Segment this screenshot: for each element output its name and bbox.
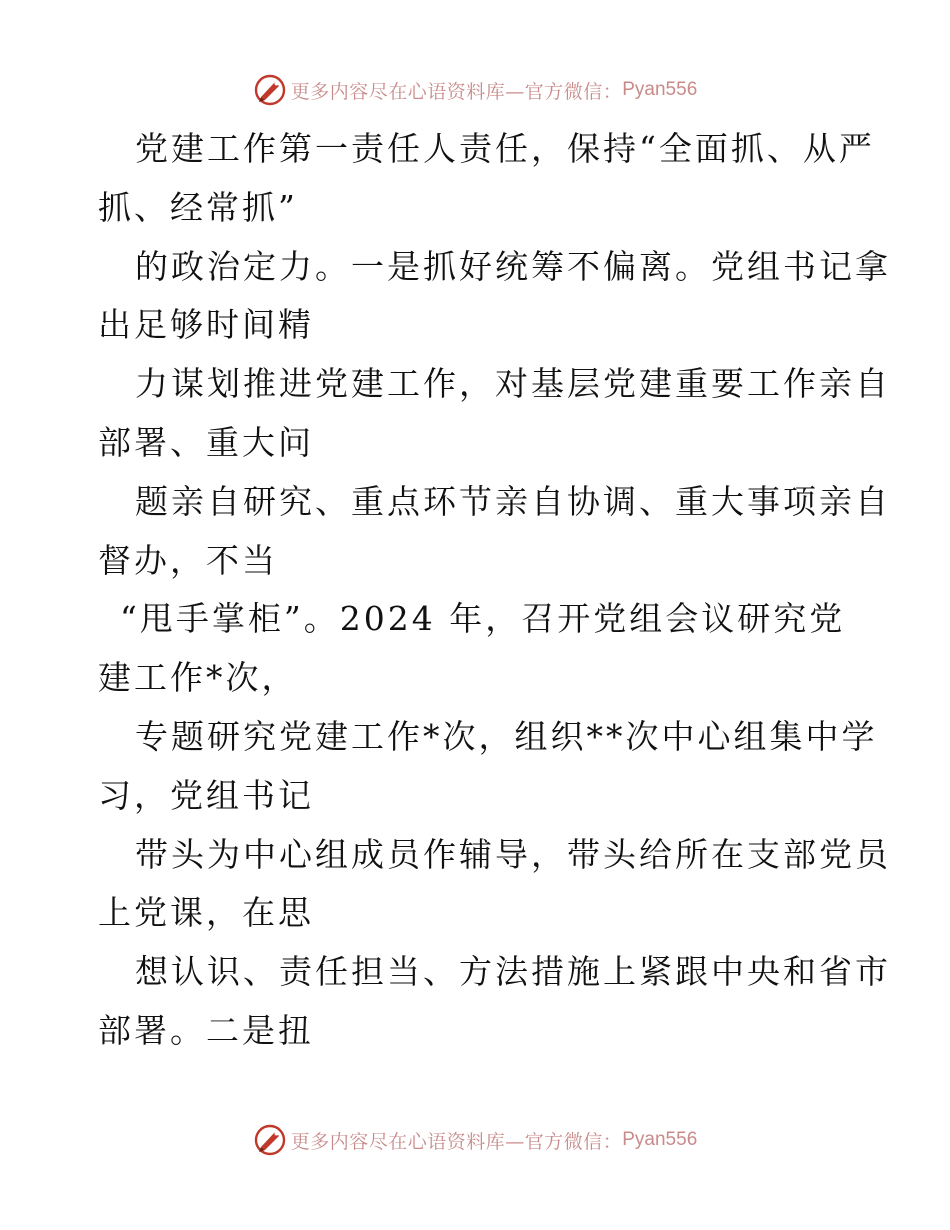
- text-line: 抓、经常抓”: [98, 187, 298, 227]
- header-watermark: [0, 68, 950, 112]
- text-line: 党建工作第一责任人责任，保持“全面抓、从严: [135, 129, 875, 168]
- watermark-text: 更多内容尽在心语资料库—官方微信：: [290, 80, 623, 103]
- pen-logo-icon: [253, 1123, 287, 1157]
- text-line: 题亲自研究、重点环节亲自协调、重大事项亲自: [135, 481, 891, 521]
- text-line: 带头为中心组成员作辅导，带头给所在支部党员: [135, 834, 891, 874]
- text-line: 部署。二是扭: [98, 1010, 314, 1050]
- watermark-wechat-id: Pyan556: [622, 79, 698, 100]
- text-line: 上党课，在思: [98, 893, 314, 933]
- text-line: 的政治定力。一是抓好统筹不偏离。党组书记拿: [135, 246, 891, 286]
- document-body: [98, 120, 891, 1061]
- text-line: 习，党组书记: [98, 775, 314, 815]
- watermark-wechat-id: Pyan556: [622, 1129, 698, 1150]
- pen-logo-icon: [253, 73, 287, 107]
- text-line: 出足够时间精: [98, 305, 314, 345]
- text-line: “甩手掌柜”。2024 年，召开党组会议研究党: [120, 599, 846, 639]
- text-line: 力谋划推进党建工作，对基层党建重要工作亲自: [135, 364, 891, 404]
- text-line: 想认识、责任担当、方法措施上紧跟中央和省市: [135, 952, 891, 992]
- footer-watermark: [0, 1118, 950, 1162]
- text-line: 部署、重大问: [98, 422, 314, 462]
- text-line: 专题研究党建工作*次，组织**次中心组集中学: [135, 716, 878, 756]
- text-line: 督办，不当: [98, 540, 278, 580]
- text-line: 建工作*次，: [98, 658, 298, 698]
- watermark-text: 更多内容尽在心语资料库—官方微信：: [290, 1130, 623, 1153]
